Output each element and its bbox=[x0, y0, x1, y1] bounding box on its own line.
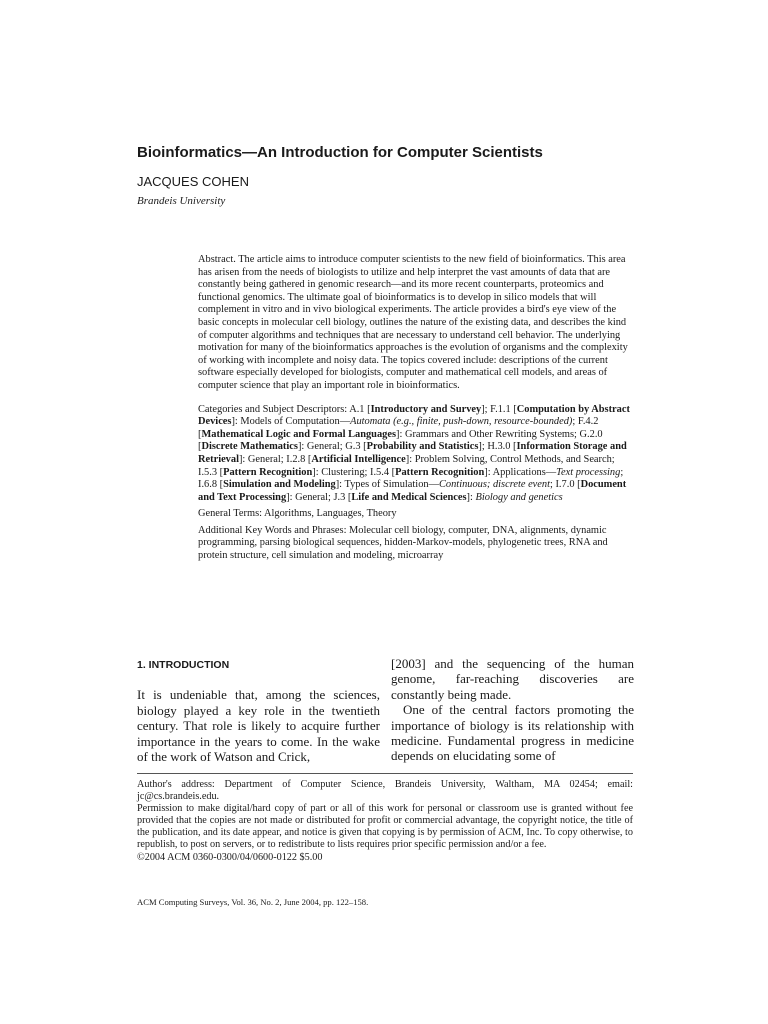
cat-text: ]: Problem Solving, Control Methods, and Search; I.5.3 [ bbox=[198, 453, 615, 478]
categories-descriptors bbox=[198, 404, 634, 505]
abstract: Abstract. The article aims to introduce computer scientists to the new field of bioinformatics. This area has arisen from the needs of biologists to utilize and help interpret the vast amounts of data that are constantly being gathered in genomic research—and its more recent counterparts, proteomics and functional genomics. The ultimate goal of bioinformatics is to develop in silico models that will complement in vitro and in vivo biological experiments. The article provides a bird's eye view of the basic concepts in molecular cell biology, outlines the nature of the existing data, and describes the kind of computer algorithms and techniques that are necessary to understand cell behavior. The underlying motivation for many of the bioinformatics approaches is the evolution of organisms and the complexity of working with incomplete and noisy data. The topics covered include: descriptions of the current software especially developed for biologists, computer and mathematical cell models, and areas of computer science that play an important role in bioinformatics. bbox=[198, 254, 628, 391]
cat-text: ; F.4.2 [ bbox=[198, 416, 599, 440]
keywords: Additional Key Words and Phrases: Molecular cell biology, computer, DNA, alignments, dynamic programming, parsing biological sequences, hidden-Markov-models, phylogenetic trees, RNA and protein structure, cell simulation and modeling, microarray bbox=[198, 524, 608, 562]
footnote-divider bbox=[137, 773, 633, 774]
author-affiliation: Brandeis University bbox=[137, 195, 226, 207]
cat-term: Discrete Mathematics bbox=[201, 441, 298, 453]
copyright-line: ©2004 ACM 0360-0300/04/0600-0122 $5.00 bbox=[137, 851, 323, 863]
cat-term: Information Storage and Retrieval bbox=[198, 441, 627, 465]
cat-term: Mathematical Logic and Formal Languages bbox=[201, 428, 396, 440]
cat-term: Introductory and Survey bbox=[370, 403, 482, 415]
journal-citation: ACM Computing Surveys, Vol. 36, No. 2, June 2004, pp. 122–158. bbox=[137, 897, 369, 907]
general-terms: General Terms: Algorithms, Languages, Theory bbox=[198, 508, 397, 520]
footnotes bbox=[137, 779, 633, 864]
cat-term: Artificial Intelligence bbox=[311, 453, 406, 465]
cat-term: Simulation and Modeling bbox=[223, 479, 336, 491]
cat-term: Life and Medical Sciences bbox=[351, 491, 467, 503]
body-column-right bbox=[391, 656, 634, 764]
body-column-left bbox=[137, 656, 380, 764]
cat-subterm: Biology and genetics bbox=[475, 491, 563, 503]
cat-subterm: Continuous; discrete event bbox=[438, 479, 550, 491]
section-heading: 1. INTRODUCTION bbox=[137, 659, 230, 671]
cat-text: ]; F.1.1 [ bbox=[481, 403, 517, 415]
cat-text: ]: Models of Computation— bbox=[231, 416, 351, 428]
body-paragraph: [2003] and the sequencing of the human genome, far-reaching discoveries are constantly being made. bbox=[391, 656, 634, 702]
cat-term: Pattern Recognition bbox=[223, 466, 313, 478]
cat-text: ; I.6.8 [ bbox=[198, 466, 624, 491]
cat-text: ]: Grammars and Other Rewriting Systems; G.2.0 [ bbox=[198, 428, 603, 453]
cat-term: Pattern Recognition bbox=[395, 466, 485, 478]
body-paragraph: It is undeniable that, among the sciences, biology played a key role in the twentieth century. That role is likely to acquire further importance in the years to come. In the wake of the work of Watson and Crick, bbox=[137, 687, 380, 765]
cat-subterm: Text processing bbox=[556, 466, 621, 478]
author-address: Author's address: Department of Computer Science, Brandeis University, Waltham, MA 02454; email: jc@cs.brandeis.edu. bbox=[137, 779, 633, 803]
cat-text: ]: General; G.3 [ bbox=[297, 441, 367, 453]
cat-text: ]: Clustering; I.5.4 [ bbox=[312, 466, 396, 478]
cat-text: ]: Types of Simulation— bbox=[335, 479, 439, 491]
cat-text: ; I.7.0 [ bbox=[549, 479, 581, 491]
cat-text: Categories and Subject Descriptors: A.1 [ bbox=[198, 403, 371, 415]
cat-text: ]: bbox=[466, 491, 476, 503]
cat-text: ]: General; I.2.8 [ bbox=[238, 453, 312, 465]
cat-text: ]: General; J.3 [ bbox=[286, 491, 352, 503]
author-name: JACQUES COHEN bbox=[137, 174, 249, 189]
cat-text: ]; H.3.0 [ bbox=[478, 441, 517, 453]
front-matter bbox=[198, 254, 634, 563]
paper-title: Bioinformatics—An Introduction for Computer Scientists bbox=[137, 144, 543, 161]
cat-term: Computation by Abstract Devices bbox=[198, 403, 630, 428]
cat-term: Probability and Statistics bbox=[366, 441, 479, 453]
body-paragraph: One of the central factors promoting the importance of biology is its relationship with medicine. Fundamental progress in medicine depends on elucidating some of bbox=[391, 702, 634, 764]
permission-notice: Permission to make digital/hard copy of part or all of this work for personal or classroom use is granted without fee provided that the copies are not made or distributed for profit or commercial advantage, the copyright notice, the title of the publication, and its date appear, and notice is given that copying is by permission of ACM, Inc. To copy otherwise, to republish, to post on servers, or to redistribute to lists requires prior specific permission and/or a fee. bbox=[137, 803, 633, 851]
cat-term: Document and Text Processing bbox=[198, 479, 627, 503]
cat-subterm: Automata (e.g., finite, push-down, resource-bounded) bbox=[350, 416, 573, 428]
cat-text: ]: Applications— bbox=[484, 466, 557, 478]
